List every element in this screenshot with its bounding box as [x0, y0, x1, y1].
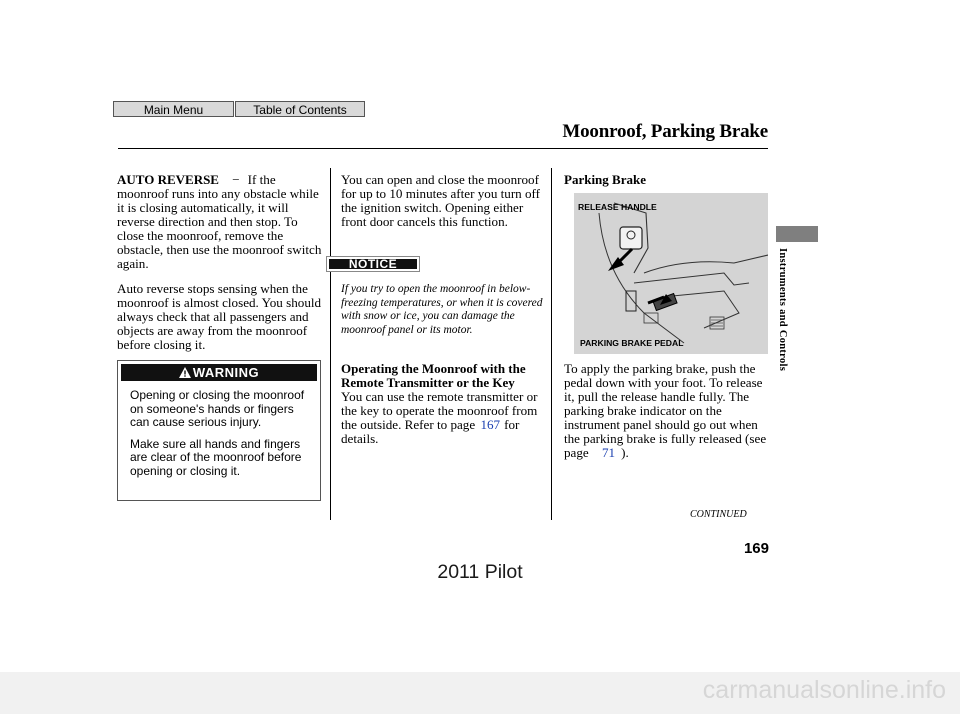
section-label: Instruments and Controls [777, 248, 788, 372]
auto-reverse-paragraph [117, 173, 324, 271]
parking-brake-paragraph [564, 362, 768, 460]
auto-reverse-section [117, 173, 324, 352]
notice-badge [326, 256, 420, 272]
auto-reverse-sensing-paragraph: Auto reverse stops sensing when the moonroof is almost closed. You should always check that all passengers and objects are away from the moonroof before closing it. [117, 281, 322, 352]
page-number: 169 [743, 540, 769, 557]
parking-brake-heading: Parking Brake [564, 172, 646, 187]
warning-triangle-icon [179, 367, 191, 378]
page-167-link[interactable]: 167 [480, 417, 501, 432]
moonroof-timer-paragraph: You can open and close the moonroof for up to 10 minutes after you turn off the ignition switch. Opening either front door cancels this function. [341, 172, 541, 229]
notice-label: NOTICE [329, 259, 417, 269]
section-tab [776, 226, 818, 242]
warning-body [130, 389, 314, 487]
parking-brake-text: To apply the parking brake, push the pedal down with your foot. To release it, pull the release handle fully. The parking brake indicator on the instrument panel should go out when the parking brake is fully released (see page [564, 361, 767, 460]
title-divider [118, 148, 768, 149]
table-of-contents-button[interactable]: Table of Contents [235, 101, 365, 117]
page-71-link[interactable]: 71 [602, 445, 616, 460]
parking-brake-pedal-label: PARKING BRAKE PEDAL [580, 338, 684, 348]
warning-text-2: Make sure all hands and fingers are clear of the moonroof before opening or closing it. [130, 436, 302, 478]
remote-operation-heading: Operating the Moonroof with the Remote Transmitter or the Key [341, 361, 526, 390]
warning-label: WARNING [192, 365, 260, 380]
notice-text: If you try to open the moonroof in below-freezing temperatures, or when it is covered with snow or ice, you can damage the moonroof panel or its motor. [341, 283, 543, 336]
warning-text-1: Opening or closing the moonroof on someone's hands or fingers can cause serious injury. [130, 388, 305, 430]
heading-dash: − [232, 172, 240, 187]
page-title: Moonroof, Parking Brake [562, 121, 768, 142]
column-divider [551, 168, 552, 520]
remote-operation-paragraph [341, 390, 545, 446]
main-menu-button[interactable]: Main Menu [113, 101, 234, 117]
remote-operation-text-end: for details. [341, 417, 520, 446]
auto-reverse-text: If the moonroof runs into any obstacle while it is closing automatically, it will reverse direction and then stop. To close the moonroof, remove the obstacle, then use the moonroof switch again. [117, 172, 322, 271]
parking-brake-figure [574, 193, 768, 354]
site-watermark: carmanualsonline.info [702, 676, 946, 704]
remote-operation-text: You can use the remote transmitter or the key to operate the moonroof from the outside. Refer to page [341, 389, 538, 432]
parking-brake-text-end: ). [621, 445, 629, 460]
column-divider [330, 168, 331, 520]
warning-box [117, 360, 321, 501]
continued-label: CONTINUED [690, 509, 747, 520]
release-handle-label: RELEASE HANDLE [578, 202, 657, 212]
model-watermark: 2011 Pilot [437, 561, 523, 583]
parking-brake-illustration [574, 193, 768, 354]
warning-header [121, 364, 317, 381]
auto-reverse-heading: AUTO REVERSE [117, 172, 219, 187]
